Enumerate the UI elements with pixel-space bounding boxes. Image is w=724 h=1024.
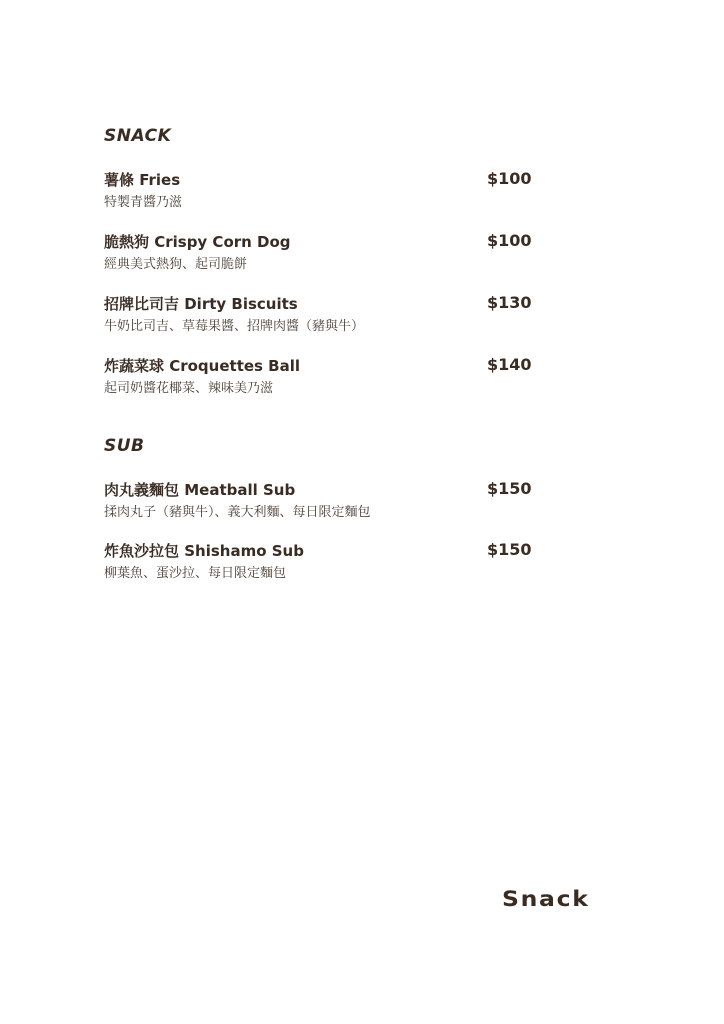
item-price: $150 [487, 479, 532, 498]
item-name: 招牌比司吉 Dirty Biscuits [104, 295, 298, 313]
item-price: $140 [487, 355, 532, 374]
item-price: $100 [487, 169, 532, 188]
item-name: 脆熱狗 Crispy Corn Dog [104, 233, 291, 251]
item-name: 肉丸義麵包 Meatball Sub [104, 481, 296, 499]
section-title-sub: SUB [104, 436, 145, 456]
item-description: 揉肉丸子（豬與牛）、義大利麵、每日限定麵包 [104, 505, 371, 520]
item-price: $130 [487, 293, 532, 312]
item-description: 特製青醬乃滋 [104, 195, 183, 210]
item-description: 經典美式熱狗、起司脆餅 [104, 257, 248, 272]
item-price: $150 [487, 540, 532, 559]
item-description: 牛奶比司吉、草莓果醬、招牌肉醬（豬與牛） [104, 319, 365, 334]
item-name: 薯條 Fries [104, 171, 181, 189]
section-title-snack: SNACK [104, 126, 172, 146]
item-price: $100 [487, 231, 532, 250]
item-description: 柳葉魚、蛋沙拉、每日限定麵包 [104, 566, 287, 581]
item-name: 炸蔬菜球 Croquettes Ball [104, 357, 301, 375]
footer-brand-logo: Snack [502, 887, 590, 911]
item-name: 炸魚沙拉包 Shishamo Sub [104, 542, 304, 560]
item-description: 起司奶醬花椰菜、辣味美乃滋 [104, 381, 274, 396]
